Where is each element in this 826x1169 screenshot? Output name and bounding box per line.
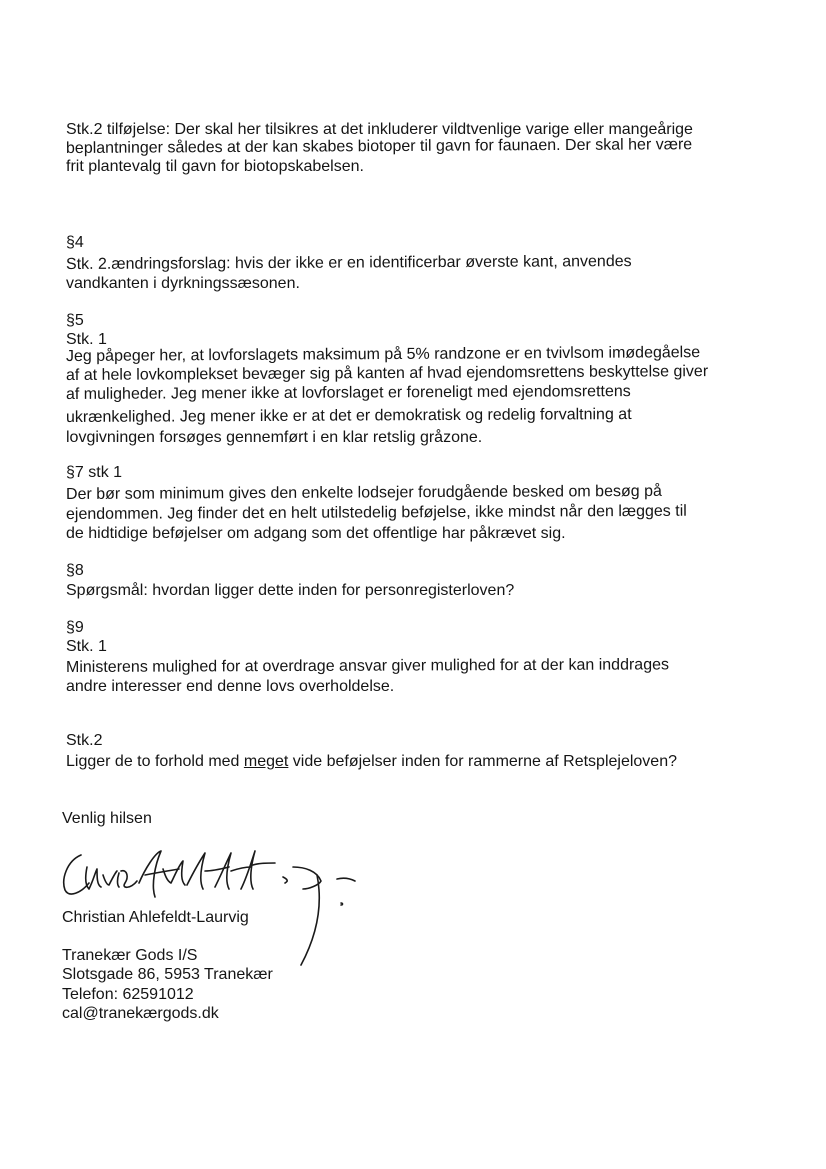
underlined-word: meget	[243, 753, 289, 770]
text-line	[66, 752, 677, 771]
text-line: Stk.2 tilføjelse: Der skal her tilsikres at det inkluderer vildtvenlige varige eller mangeårige	[66, 121, 693, 138]
signatory-name: Christian Ahlefeldt-Laurvig	[62, 909, 249, 926]
phone: Telefon: 62591012	[62, 986, 194, 1003]
section-heading: §4	[66, 234, 84, 251]
section-heading: §9	[66, 619, 84, 636]
text-line: lovgivningen forsøges gennemført i en klar retslig gråzone.	[66, 429, 483, 446]
text-line: ejendommen. Jeg finder det en helt utilstedelig beføjelse, ikke mindst når den lægges til	[65, 502, 687, 523]
text-line: ukrænkelighed. Jeg mener ikke er at det er demokratisk og redelig forvaltning at	[65, 406, 632, 426]
subsection-heading: Stk.2	[66, 732, 103, 749]
address: Slotsgade 86, 5953 Tranekær	[62, 966, 273, 983]
text-line: frit plantevalg til gavn for biotopskabelsen.	[66, 158, 364, 175]
text-line: Der bør som minimum gives den enkelte lodsejer forudgående besked om besøg på	[65, 482, 662, 503]
text-line: andre interesser end denne lovs overholdelse.	[66, 678, 395, 695]
section-heading: §5	[66, 312, 84, 329]
subsection-heading: Stk. 1	[66, 331, 107, 348]
text-line: vandkanten i dyrkningssæsonen.	[66, 275, 300, 292]
text-line: Jeg påpeger her, at lovforslagets maksimum på 5% randzone er en tvivlsom imødegåelse	[65, 344, 701, 365]
text-line: af muligheder. Jeg mener ikke at lovforslaget er foreneligt med ejendomsrettens	[65, 383, 631, 403]
email: cal@tranekærgods.dk	[62, 1005, 219, 1022]
text-line: beplantninger således at der kan skabes biotoper til gavn for faunaen. Der skal her være	[65, 136, 693, 157]
company-name: Tranekær Gods I/S	[62, 947, 198, 964]
text-line: Ministerens mulighed for at overdrage ansvar giver mulighed for at der kan inddrages	[65, 656, 670, 676]
text-fragment: Ligger de to forhold med	[66, 753, 244, 770]
closing-greeting: Venlig hilsen	[62, 810, 152, 827]
text-line: Spørgsmål: hvordan ligger dette inden for personregisterloven?	[66, 582, 515, 599]
section-heading: §8	[66, 562, 84, 579]
subsection-heading: Stk. 1	[66, 638, 107, 655]
text-line: Stk. 2.ændringsforslag: hvis der ikke er en identificerbar øverste kant, anvendes	[65, 253, 632, 273]
text-line: af at hele lovkomplekset bevæger sig på kanten af hvad ejendomsrettens beskyttelse giver	[65, 363, 709, 384]
section-heading: §7 stk 1	[66, 464, 123, 481]
text-fragment: vide beføjelser inden for rammerne af Retsplejeloven?	[288, 753, 677, 770]
text-line: de hidtidige beføjelser om adgang som det offentlige har påkrævet sig.	[66, 525, 566, 542]
